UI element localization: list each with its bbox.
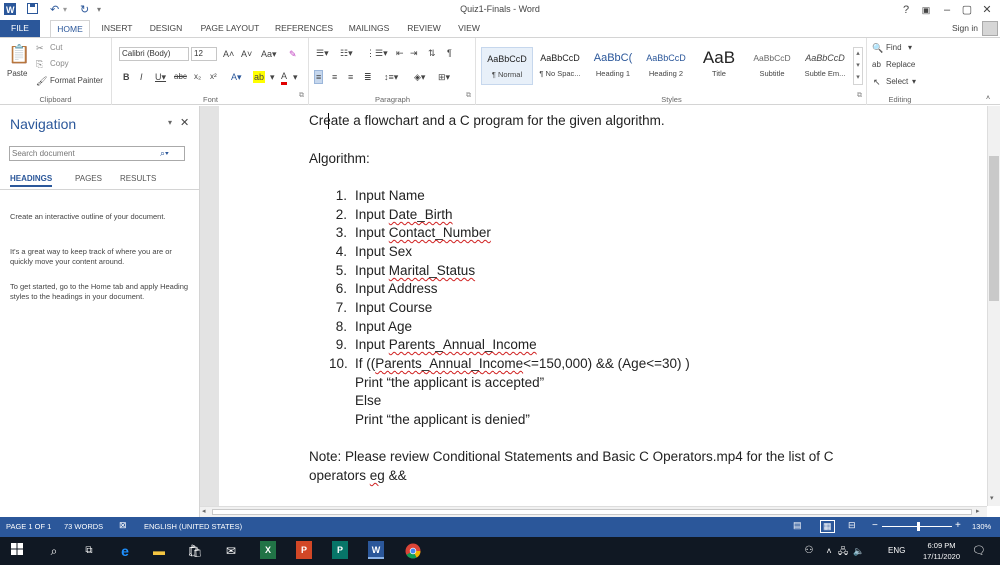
numbering-icon[interactable]: ☷▾ (340, 48, 353, 58)
superscript-icon[interactable]: x² (210, 72, 217, 81)
zoom-in-icon[interactable]: + (955, 520, 961, 531)
item-text: If (( (355, 356, 376, 371)
shrink-font-icon[interactable]: A˅ (241, 49, 253, 59)
sign-in-link[interactable]: Sign in (952, 23, 978, 33)
font-dialog-launcher-icon[interactable]: ⧉ (299, 92, 304, 99)
line-spacing-icon[interactable]: ↕≡▾ (384, 72, 399, 82)
font-group (113, 38, 309, 105)
horizontal-scroll-thumb[interactable] (212, 509, 972, 515)
clipboard-label: Clipboard (39, 95, 72, 104)
show-formatting-icon[interactable]: ¶ (447, 48, 452, 58)
ribbon-display-options-icon[interactable]: ▣ (921, 5, 931, 15)
paragraph-group (310, 38, 476, 105)
font-size-select[interactable]: 12 (191, 47, 217, 61)
action-center-icon[interactable]: 🗨 (972, 545, 986, 557)
print-accepted-line: Print “the applicant is accepted” (355, 375, 545, 390)
style-subtitle[interactable] (746, 47, 798, 85)
subscript-icon[interactable]: x₂ (194, 72, 202, 81)
status-bar (0, 517, 1000, 537)
bullets-icon[interactable]: ☰▾ (316, 48, 329, 58)
else-line: Else (355, 393, 382, 408)
tab-page-layout[interactable]: PAGE LAYOUT (200, 23, 260, 33)
pane-options-icon[interactable]: ▾ (168, 118, 173, 127)
spelling-flagged-text[interactable]: Parents_Annual_Income (388, 337, 537, 352)
list-item (329, 337, 537, 353)
print-layout-icon[interactable]: ▦ (820, 520, 835, 533)
avatar[interactable] (982, 21, 998, 36)
item-text: Input (355, 337, 389, 352)
nav-tab-results[interactable]: RESULTS (120, 174, 157, 183)
scroll-down-icon[interactable]: ▾ (990, 495, 994, 502)
underline-icon[interactable]: U▾ (155, 72, 167, 82)
borders-icon[interactable]: ⊞▾ (438, 72, 451, 82)
undo-dropdown-icon[interactable]: ▾ (63, 5, 68, 14)
item-number: 6. (335, 281, 347, 296)
navigation-pane (0, 106, 200, 517)
style-heading-1-name: Heading 1 (595, 69, 631, 78)
customize-qat-icon[interactable]: ▾ (97, 5, 102, 14)
search-icon[interactable]: ⌕▾ (160, 148, 169, 158)
people-icon[interactable]: ⚇ (804, 545, 814, 556)
nav-tab-pages[interactable]: PAGES (75, 174, 102, 183)
tab-home[interactable]: HOME (50, 20, 90, 38)
zoom-slider-thumb[interactable] (917, 522, 920, 531)
spelling-flagged-text[interactable]: Marital_Status (388, 263, 476, 278)
find-icon: 🔍 (872, 43, 884, 53)
italic-icon[interactable]: I (140, 72, 143, 82)
highlight-icon[interactable]: ab (254, 72, 265, 82)
doc-instruction: Create a flowchart and a C program for the given algorithm. (309, 113, 665, 128)
nav-help-text-3: To get started, go to the Home tab and apply Heading styles to the headings in your document. (10, 282, 189, 301)
list-item (329, 244, 412, 260)
tab-insert[interactable]: INSERT (101, 23, 133, 33)
style-no-spacing-sample: AaBbCcD (540, 53, 580, 63)
shading-icon[interactable]: ◈▾ (414, 72, 426, 82)
tab-mailings[interactable]: MAILINGS (348, 23, 390, 33)
tab-view[interactable]: VIEW (458, 23, 480, 33)
styles-group (477, 38, 867, 105)
vertical-scroll-thumb[interactable] (989, 156, 999, 301)
scroll-right-icon[interactable]: ▸ (976, 508, 980, 515)
list-item (329, 319, 412, 335)
styles-gallery-scroll[interactable]: ▴ ▾ ▾ (853, 47, 863, 85)
minimize-button[interactable]: – (943, 4, 951, 16)
clock-time: 6:09 PM (927, 541, 956, 550)
select-dropdown-icon[interactable]: ▾ (912, 77, 917, 86)
replace-button[interactable]: Replace (886, 60, 916, 69)
close-pane-icon[interactable]: ✕ (180, 117, 190, 129)
spelling-flagged-text[interactable]: Date_Birth (388, 207, 453, 222)
item-number: 7. (335, 300, 347, 315)
style-subtle-emphasis-sample: AaBbCcD (805, 53, 845, 63)
font-color-icon[interactable]: A (281, 71, 287, 85)
styles-label: Styles (661, 95, 682, 104)
title-bar (0, 0, 1000, 20)
item-number: 8. (335, 319, 347, 334)
svg-text:W: W (6, 5, 15, 15)
excel-icon[interactable]: X (260, 541, 276, 559)
list-item (329, 356, 690, 372)
network-icon[interactable]: 🖧 (837, 546, 849, 556)
tab-file[interactable]: FILE (0, 20, 40, 37)
clock-date: 17/11/2020 (923, 552, 960, 561)
paste-button[interactable]: Paste (7, 69, 28, 78)
item-number: 4. (335, 244, 347, 259)
item-text: Input Address (355, 281, 438, 296)
item-number: 1. (335, 188, 347, 203)
nav-help-text-1: Create an interactive outline of your document. (10, 212, 166, 221)
style-normal-name: ¶ Normal (491, 70, 523, 79)
change-case-icon[interactable]: Aa▾ (261, 49, 277, 59)
search-document-input[interactable] (9, 146, 185, 161)
find-button[interactable]: Find (886, 43, 902, 52)
spelling-flagged-text[interactable]: eg (369, 468, 385, 483)
multilevel-list-icon[interactable]: ⋮☰▾ (366, 48, 388, 58)
list-item (329, 281, 438, 297)
align-left-icon[interactable]: ≡ (316, 72, 322, 82)
editing-group (868, 38, 932, 105)
nav-help-text-2: It's a great way to keep track of where you are or quickly move your content around. (10, 247, 172, 266)
ribbon (0, 37, 1000, 105)
system-clock[interactable] (923, 540, 960, 562)
search-icon[interactable]: ⌕ (50, 544, 58, 558)
style-subtle-emphasis-name: Subtle Em... (804, 69, 846, 78)
text-effects-icon[interactable]: A▾ (231, 72, 242, 82)
strikethrough-icon[interactable]: abc (174, 72, 187, 81)
style-normal-sample: AaBbCcD (487, 54, 527, 64)
item-text: Input (355, 207, 389, 222)
increase-indent-icon[interactable]: ⇥ (410, 48, 418, 58)
edge-icon[interactable]: e (121, 543, 129, 559)
ribbon-tabs (0, 20, 1000, 37)
align-right-icon[interactable]: ≡ (348, 72, 354, 82)
center-icon[interactable]: ≡ (332, 72, 338, 82)
item-text: Input Name (355, 188, 425, 203)
note-text: operators (309, 468, 370, 483)
style-heading-2[interactable] (640, 47, 692, 85)
sort-icon[interactable]: ⇅ (428, 48, 436, 58)
close-button[interactable]: ✕ (982, 4, 992, 16)
windows-start-icon[interactable] (8, 543, 26, 559)
window-title: Quiz1-Finals - Word (460, 4, 540, 14)
highlight-dropdown-icon[interactable]: ▾ (270, 72, 275, 82)
page-count[interactable]: PAGE 1 OF 1 (6, 522, 52, 531)
item-text: Input (355, 225, 389, 240)
proofing-icon[interactable]: ⊠ (119, 520, 127, 530)
task-view-icon[interactable]: ⧉ (85, 545, 93, 556)
tab-references[interactable]: REFERENCES (274, 23, 334, 33)
copy-icon: ⎘ (36, 59, 44, 69)
select-icon: ↖ (873, 77, 881, 87)
paragraph-dialog-launcher-icon[interactable]: ⧉ (466, 92, 471, 99)
style-normal[interactable] (481, 47, 533, 85)
styles-dialog-launcher-icon[interactable]: ⧉ (857, 92, 862, 99)
item-number: 9. (335, 337, 347, 352)
scroll-left-icon[interactable]: ◂ (202, 508, 206, 515)
item-text: Input Course (355, 300, 433, 315)
clipboard-group (0, 38, 112, 105)
style-title[interactable] (693, 47, 745, 85)
style-subtle-emphasis[interactable] (799, 47, 851, 85)
web-layout-icon[interactable]: ⊟ (848, 520, 856, 530)
volume-icon[interactable]: 🔈 (853, 546, 865, 556)
style-heading-1-sample: AaBbC( (593, 52, 633, 64)
chrome-icon[interactable] (404, 543, 422, 559)
item-text: Input Sex (355, 244, 413, 259)
style-no-spacing-name: ¶ No Spac... (539, 69, 581, 78)
redo-icon[interactable]: ↻ (80, 4, 90, 16)
style-no-spacing[interactable] (534, 47, 586, 85)
vertical-scrollbar[interactable] (987, 106, 1000, 506)
store-icon[interactable]: 🛍 (187, 544, 203, 558)
undo-icon[interactable]: ↶ (50, 4, 60, 16)
powerpoint-icon[interactable]: P (296, 541, 312, 559)
style-heading-1[interactable] (587, 47, 639, 85)
tab-review[interactable]: REVIEW (407, 23, 441, 33)
style-title-name: Title (712, 69, 726, 78)
spelling-flagged-text[interactable]: Parents_Annual_Income (375, 356, 524, 371)
format-painter-button[interactable]: Format Painter (50, 76, 103, 85)
nav-tab-headings[interactable]: HEADINGS (10, 174, 52, 187)
list-item (329, 188, 425, 204)
show-hidden-icons-icon[interactable]: ˄ (826, 546, 832, 556)
input-language[interactable]: ENG (888, 546, 906, 555)
print-denied-line: Print “the applicant is denied” (355, 412, 530, 427)
grow-font-icon[interactable]: A˄ (223, 49, 235, 59)
language-indicator[interactable]: ENGLISH (UNITED STATES) (144, 522, 243, 531)
paste-icon[interactable]: 📋 (8, 44, 31, 64)
clear-formatting-icon[interactable]: ✎ (289, 49, 297, 59)
horizontal-scrollbar[interactable] (200, 506, 987, 517)
item-number: 3. (335, 225, 347, 240)
file-explorer-icon[interactable]: ▬ (153, 544, 165, 558)
style-title-sample: AaB (702, 48, 736, 67)
read-mode-icon[interactable]: ▤ (793, 520, 802, 530)
paragraph-label: Paragraph (374, 95, 411, 104)
item-text: Input (355, 263, 389, 278)
note-line-1: Note: Please review Conditional Statements and Basic C Operators.mp4 for the list of C (309, 449, 834, 464)
list-item (329, 207, 453, 223)
font-label: Font (202, 95, 218, 104)
list-item (329, 263, 475, 279)
spelling-flagged-text[interactable]: Contact_Number (388, 225, 491, 240)
cut-icon: ✂ (36, 43, 44, 53)
style-subtitle-name: Subtitle (759, 69, 785, 78)
list-item (329, 300, 432, 316)
item-text: <=150,000) && (Age<=30) ) (523, 356, 690, 371)
restore-button[interactable]: ▢ (961, 4, 973, 16)
list-item (329, 225, 491, 241)
font-family-select[interactable]: Calibri (Body) (119, 47, 189, 61)
zoom-level[interactable]: 130% (972, 522, 992, 531)
document-page[interactable] (219, 106, 987, 506)
bold-icon[interactable]: B (123, 72, 130, 82)
decrease-indent-icon[interactable]: ⇤ (396, 48, 404, 58)
publisher-icon[interactable]: P (332, 541, 348, 559)
tab-design[interactable]: DESIGN (149, 23, 183, 33)
item-text: Input Age (355, 319, 413, 334)
replace-icon: ab (872, 60, 881, 69)
cut-button[interactable]: Cut (50, 43, 63, 52)
word-taskbar-icon[interactable]: W (368, 541, 384, 559)
copy-button[interactable]: Copy (50, 59, 69, 68)
font-color-dropdown-icon[interactable]: ▾ (293, 72, 298, 82)
help-button[interactable]: ? (902, 4, 910, 16)
format-painter-icon: 🖌 (36, 76, 48, 86)
justify-icon[interactable]: ≣ (364, 72, 372, 82)
editing-label: Editing (888, 95, 912, 104)
note-line-2 (309, 468, 407, 484)
zoom-out-icon[interactable]: − (872, 520, 878, 531)
find-dropdown-icon[interactable]: ▾ (908, 43, 913, 52)
algorithm-label: Algorithm: (309, 151, 370, 166)
item-number: 2. (335, 207, 347, 222)
navigation-title: Navigation (10, 116, 77, 132)
style-heading-2-name: Heading 2 (648, 69, 684, 78)
item-number: 5. (335, 263, 347, 278)
mail-icon[interactable]: ✉ (225, 544, 237, 558)
collapse-ribbon-icon[interactable]: ˄ (986, 95, 991, 102)
nav-divider (0, 189, 199, 190)
note-text: && (384, 468, 407, 483)
style-heading-2-sample: AaBbCcD (646, 53, 686, 63)
taskbar (0, 537, 1000, 565)
style-subtitle-sample: AaBbCcD (753, 53, 791, 63)
word-count[interactable]: 73 WORDS (64, 522, 104, 531)
select-button[interactable]: Select (886, 77, 909, 86)
document-area (200, 106, 987, 506)
item-number: 10. (329, 356, 348, 371)
